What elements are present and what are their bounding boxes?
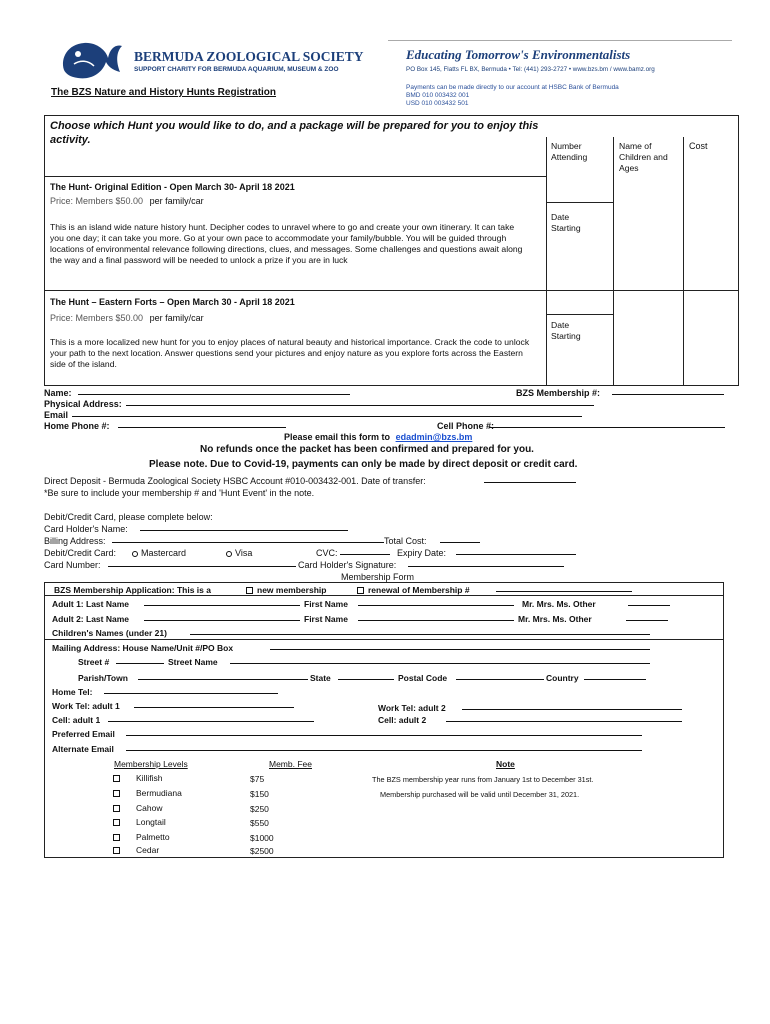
mailing-label: Mailing Address: House Name/Unit #/PO Box [52, 643, 234, 653]
cell1-input[interactable] [108, 714, 314, 722]
membership-border-bottom [44, 857, 724, 858]
col-number-attending: Number Attending [551, 141, 588, 162]
col-children-names: Name of Children and Ages [619, 141, 668, 173]
card-type-label: Debit/Credit Card: [44, 548, 117, 558]
table-col-divider [546, 137, 547, 385]
bmd-account: BMD 010 003432 001 [406, 92, 470, 99]
table-border-bottom [44, 385, 739, 386]
level-checkbox[interactable] [113, 775, 120, 782]
org-subtitle: SUPPORT CHARITY FOR BERMUDA AQUARIUM, MUSEUM & ZOO [134, 66, 339, 73]
hunt2-price [50, 313, 204, 323]
street-no-label: Street # [78, 657, 110, 667]
alternate-email-label: Alternate Email [52, 744, 114, 754]
adult2-last-name-input[interactable] [144, 613, 300, 621]
cell-phone-input[interactable] [489, 420, 725, 428]
expiry-label: Expiry Date: [397, 548, 447, 558]
expiry-input[interactable] [456, 547, 576, 555]
level-name: Longtail [136, 817, 166, 827]
level-checkbox[interactable] [113, 790, 120, 797]
country-input[interactable] [584, 672, 646, 680]
state-label: State [310, 673, 331, 683]
home-tel-label: Home Tel: [52, 687, 93, 697]
preferred-email-input[interactable] [126, 728, 642, 736]
hunt1-description: This is an island wide nature history hunt. Decipher codes to unravel where to go and create your own itinerary. It can take you one day; it can take you more. Go at your own pace to accommodate your family/bubble. You will be guided through locations of environmental relevance following directions, clues, and messages. Some challenges and questions await along the way and a final password will be needed to unlock a prize if you are in luck [50, 222, 523, 265]
level-name: Cahow [136, 803, 163, 813]
level-checkbox[interactable] [113, 834, 120, 841]
new-membership-checkbox[interactable] [246, 585, 326, 595]
membership-divider [44, 595, 724, 596]
card-number-label: Card Number: [44, 560, 101, 570]
email-link[interactable]: edadmin@bzs.bm [395, 432, 473, 442]
membership-note-2: Membership purchased will be valid until December 31, 2021. [380, 790, 580, 799]
adult1-first-name-input[interactable] [358, 598, 514, 606]
table-row-divider [44, 290, 739, 291]
adult2-last-name-label: Adult 2: Last Name [52, 614, 129, 624]
visa-radio-circle[interactable] [226, 551, 232, 557]
cell1-label: Cell: adult 1 [52, 715, 101, 725]
hunt2-price-label: Price: Members $50.00 [50, 313, 144, 323]
work-tel1-input[interactable] [134, 700, 294, 708]
email-instruction-text: Please email this form to [284, 432, 391, 442]
renewal-box[interactable] [357, 587, 364, 594]
col-note: Note [496, 759, 515, 769]
level-row-killifish[interactable] [113, 773, 162, 783]
adult2-first-name-label: First Name [304, 614, 348, 624]
renewal-label: renewal of Membership # [368, 585, 470, 595]
usd-account: USD 010 003432 501 [406, 100, 469, 107]
adult1-other-input[interactable] [628, 598, 670, 606]
street-name-label: Street Name [168, 657, 218, 667]
col-cost: Cost [689, 141, 708, 151]
hunt2-date-starting: Date Starting [551, 320, 581, 341]
membership-border-left [44, 582, 45, 858]
transfer-date-input[interactable] [484, 475, 576, 483]
level-fee: $150 [250, 789, 269, 799]
hunt2-title: The Hunt – Eastern Forts – Open March 30 - April 18 2021 [50, 297, 295, 307]
adult2-first-name-input[interactable] [358, 613, 514, 621]
hunt-intro: Choose which Hunt you would like to do, and a package will be prepared for you to enjoy this activity. [50, 120, 539, 146]
level-fee: $550 [250, 818, 269, 828]
address-input[interactable] [126, 398, 594, 406]
visa-radio[interactable] [226, 548, 252, 558]
new-membership-label: new membership [257, 585, 327, 595]
parish-label: Parish/Town [78, 673, 128, 683]
signature-label: Card Holder's Signature: [298, 560, 397, 570]
renewal-number-input[interactable] [496, 584, 632, 592]
adult2-title-options[interactable]: Mr. Mrs. Ms. Other [518, 614, 592, 624]
alternate-email-input[interactable] [126, 743, 642, 751]
cell2-label: Cell: adult 2 [378, 715, 427, 725]
work-tel2-label: Work Tel: adult 2 [378, 703, 446, 713]
street-no-input[interactable] [116, 656, 164, 664]
table-row-divider [546, 314, 613, 315]
membership-no-input[interactable] [612, 387, 724, 395]
name-input[interactable] [78, 387, 350, 395]
mastercard-radio[interactable] [132, 548, 186, 558]
country-label: Country [546, 673, 579, 683]
level-fee: $75 [250, 774, 265, 784]
email-input[interactable] [72, 409, 582, 417]
level-name: Bermudiana [136, 788, 182, 798]
cvc-input[interactable] [340, 547, 390, 555]
mastercard-label: Mastercard [141, 548, 187, 558]
level-row-bermudiana[interactable] [113, 788, 182, 798]
card-number-input[interactable] [108, 559, 296, 567]
hunt1-date-starting: Date Starting [551, 212, 581, 233]
preferred-email-label: Preferred Email [52, 729, 115, 739]
adult1-title-options[interactable]: Mr. Mrs. Ms. Other [522, 599, 596, 609]
hunt1-price-unit: per family/car [149, 196, 204, 206]
hunt2-description: This is a more localized new hunt for you to enjoy places of natural beauty and historical importance. Crack the code to unlock your path to the next location. Answer questions send your pictures and enjoy nature as you explore forts across the Eastern side of the island. [50, 337, 530, 369]
cell-phone-label: Cell Phone #: [437, 421, 495, 431]
table-border-top [44, 115, 739, 116]
name-label: Name: [44, 388, 72, 398]
covid-notice: Please note. Due to Covid-19, payments can only be made by direct deposit or credit card. [149, 459, 578, 470]
total-cost-input[interactable] [440, 535, 480, 543]
col-memb-fee: Memb. Fee [269, 759, 312, 769]
work-tel1-label: Work Tel: adult 1 [52, 701, 120, 711]
deposit-note: *Be sure to include your membership # and 'Hunt Event' in the note. [44, 488, 315, 498]
cvc-label: CVC: [316, 548, 338, 558]
card-heading: Debit/Credit Card, please complete below: [44, 512, 213, 522]
signature-input[interactable] [408, 559, 564, 567]
visa-label: Visa [235, 548, 253, 558]
adult1-last-name-label: Adult 1: Last Name [52, 599, 129, 609]
billing-label: Billing Address: [44, 536, 106, 546]
form-title: The BZS Nature and History Hunts Registration [51, 87, 277, 98]
level-checkbox[interactable] [113, 805, 120, 812]
membership-border-right [723, 582, 724, 858]
hunt1-title: The Hunt- Original Edition - Open March 30- April 18 2021 [50, 182, 295, 192]
email-instruction [284, 432, 472, 442]
level-fee: $2500 [250, 846, 274, 856]
refund-notice: No refunds once the packet has been confirmed and prepared for you. [200, 444, 534, 455]
total-cost-label: Total Cost: [384, 536, 427, 546]
level-checkbox[interactable] [113, 819, 120, 826]
table-row-divider [546, 202, 613, 203]
address-label: Physical Address: [44, 399, 122, 409]
table-col-divider [613, 137, 614, 385]
membership-divider [44, 639, 724, 640]
level-row-palmetto[interactable] [113, 832, 170, 842]
level-fee: $1000 [250, 833, 274, 843]
email-label: Email [44, 410, 69, 420]
membership-border-top [44, 582, 724, 583]
direct-deposit-text: Direct Deposit - Bermuda Zoological Society HSBC Account #010-003432-001. Date of transfer: [44, 476, 426, 486]
adult2-other-input[interactable] [626, 613, 668, 621]
home-phone-label: Home Phone #: [44, 421, 110, 431]
table-row-divider [44, 176, 546, 177]
level-name: Cedar [136, 845, 160, 855]
hunt2-price-unit: per family/car [149, 313, 204, 323]
renewal-checkbox[interactable] [357, 585, 470, 595]
parish-input[interactable] [138, 672, 308, 680]
cell2-input[interactable] [446, 714, 682, 722]
mastercard-radio-circle[interactable] [132, 551, 138, 557]
card-holder-label: Card Holder's Name: [44, 524, 128, 534]
work-tel2-input[interactable] [462, 702, 682, 710]
new-membership-box[interactable] [246, 587, 253, 594]
bzs-logo-icon [56, 40, 126, 82]
children-label: Children's Names (under 21) [52, 628, 167, 638]
tagline: Educating Tomorrow's Environmentalists [406, 47, 631, 62]
state-input[interactable] [338, 672, 394, 680]
billing-input[interactable] [112, 535, 384, 543]
table-border-left [44, 115, 45, 386]
table-col-divider [683, 137, 684, 385]
level-row-longtail[interactable] [113, 817, 166, 827]
payment-note: Payments can be made directly to our account at HSBC Bank of Bermuda [406, 84, 619, 91]
street-name-input[interactable] [230, 656, 650, 664]
postal-label: Postal Code [398, 673, 448, 683]
home-tel-input[interactable] [104, 686, 278, 694]
membership-no-label: BZS Membership #: [516, 388, 601, 398]
org-name: BERMUDA ZOOLOGICAL SOCIETY [134, 49, 364, 64]
children-input[interactable] [190, 627, 650, 635]
adult1-last-name-input[interactable] [144, 598, 300, 606]
card-holder-input[interactable] [140, 523, 348, 531]
level-name: Palmetto [136, 832, 170, 842]
membership-form-heading: Membership Form [341, 572, 415, 582]
postal-input[interactable] [456, 672, 544, 680]
header-rule [388, 40, 732, 41]
level-row-cedar[interactable] [113, 845, 159, 855]
level-row-cahow[interactable] [113, 803, 162, 813]
level-name: Killifish [136, 773, 163, 783]
contact-info: PO Box 145, Flatts FL BX, Bermuda • Tel: (441) 293-2727 • www.bzs.bm / www.bamz.org [406, 66, 655, 73]
home-phone-input[interactable] [118, 420, 286, 428]
application-label: BZS Membership Application: This is a [54, 585, 211, 595]
table-border-right [738, 115, 739, 386]
adult1-first-name-label: First Name [304, 599, 348, 609]
mailing-input[interactable] [270, 642, 650, 650]
hunt1-price [50, 196, 204, 206]
col-membership-levels: Membership Levels [114, 759, 188, 769]
level-checkbox[interactable] [113, 847, 120, 854]
hunt1-price-label: Price: Members $50.00 [50, 196, 144, 206]
level-fee: $250 [250, 804, 269, 814]
membership-note-1: The BZS membership year runs from January 1st to December 31st. [372, 775, 594, 784]
